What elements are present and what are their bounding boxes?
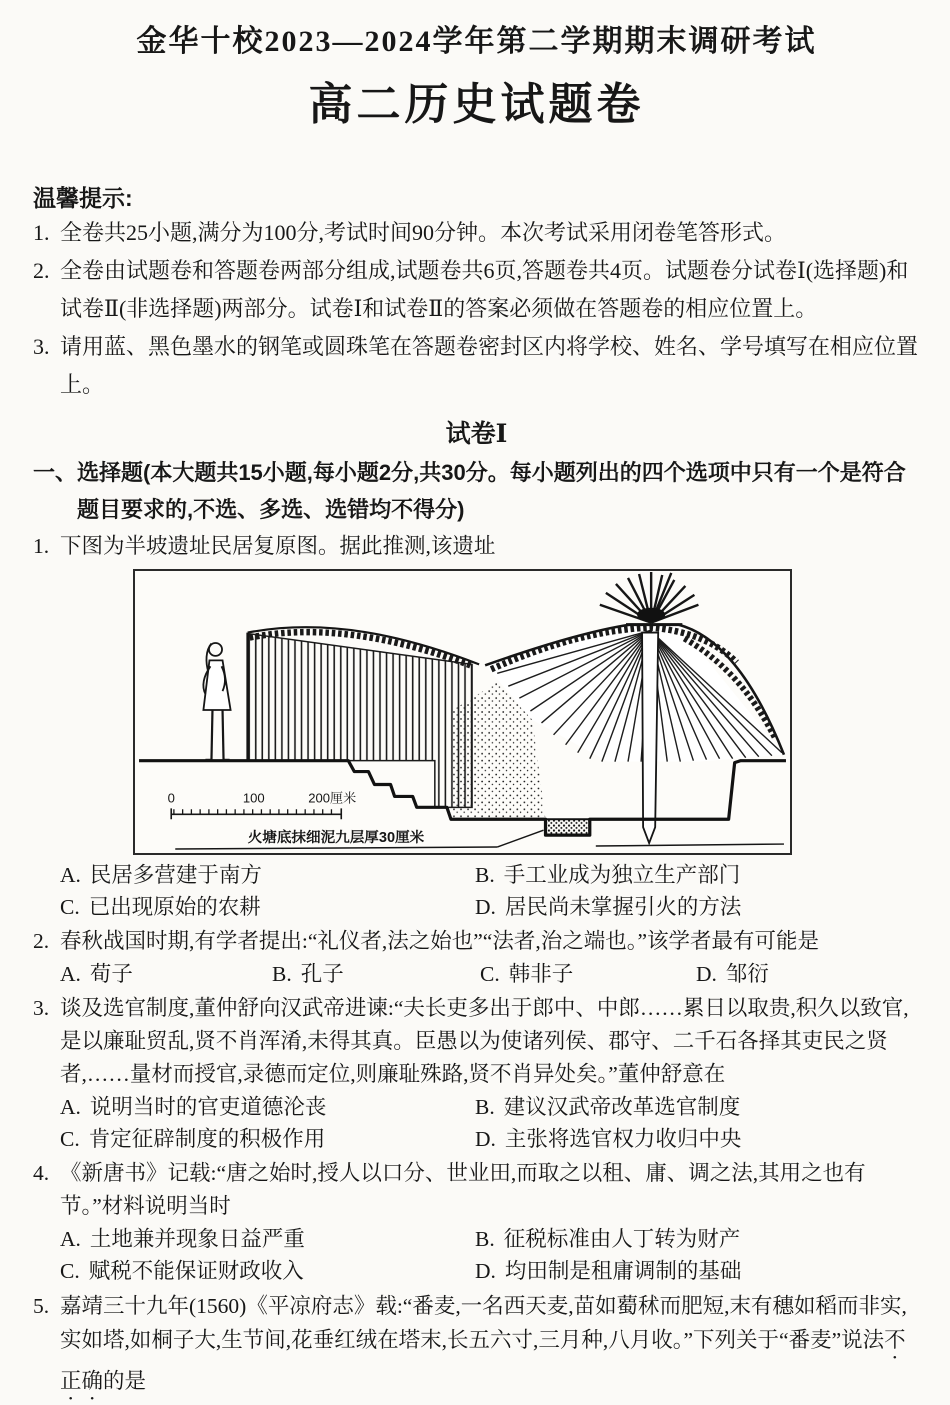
question-3-options-row-1 [33, 1091, 920, 1123]
question-1-number: 1. [33, 534, 50, 558]
question-5-text: 嘉靖三十九年(1560)《平凉府志》载:“番麦,一名西天麦,苗如薥秫而肥短,末有穗如稻而非实,实如塔,如桐子大,生节间,花垂红绒在塔末,长五六寸,三月种,八月收。”下列关于“番麦”说法 [60, 1294, 907, 1352]
question-1-option-a: A. 民居多营建于南方 [60, 863, 262, 887]
question-1-options-row-1 [33, 859, 920, 891]
banpo-dwelling-figure [133, 569, 792, 855]
notice-item-3-text: 请用蓝、黑色墨水的钢笔或圆珠笔在答题卷密封区内将学校、姓名、学号填写在相应位置上。 [60, 334, 919, 397]
question-3-number: 3. [33, 996, 50, 1020]
notice-item-2 [33, 252, 920, 328]
question-4-option-b: B. 征税标准由人丁转为财产 [475, 1227, 741, 1251]
question-5-emphasized-text: 不正确 [60, 1328, 906, 1393]
section-heading-text: 选择题(本大题共15小题,每小题2分,共30分。每小题列出的四个选项中只有一个是符合题目要求的,不选、多选、选错均不得分) [77, 460, 906, 522]
scale-tick-100: 100 [242, 790, 265, 806]
notice-item-1 [33, 214, 920, 252]
section-heading-number: 一、 [33, 460, 78, 485]
apex-stick-bundle [600, 572, 699, 623]
scale-tick-200cm: 200厘米 [308, 790, 357, 806]
question-4-text: 《新唐书》记载:“唐之始时,授人以口分、世业田,而取之以租、庸、调之法,其用之也有节。”材料说明当时 [60, 1161, 866, 1218]
notice-item-2-number: 2. [33, 258, 50, 283]
question-3-option-b: B. 建议汉武帝改革选官制度 [475, 1095, 741, 1119]
question-4-options-row-1 [33, 1223, 920, 1255]
question-2-text: 春秋战国时期,有学者提出:“礼仪者,法之始也”“法者,治之端也。”该学者最有可能是 [60, 929, 820, 953]
question-2-number: 2. [33, 929, 50, 953]
question-1-text: 下图为半坡遗址民居复原图。据此推测,该遗址 [60, 534, 496, 558]
notice-heading: 温馨提示: [33, 185, 133, 211]
person-figure [203, 643, 230, 760]
notice-item-3 [33, 328, 920, 404]
notice-item-2-text: 全卷由试题卷和答题卷两部分组成,试题卷共6页,答题卷共4页。试题卷分试卷Ⅰ(选择题)和试卷Ⅱ(非选择题)两部分。试卷Ⅰ和试卷Ⅱ的答案必须做在答题卷的相应位置上。 [60, 258, 909, 321]
question-2-option-b: B. 孔子 [272, 962, 344, 986]
question-3-options-row-2 [33, 1123, 920, 1155]
scale-bar [168, 790, 357, 819]
question-3-stem [33, 992, 920, 1091]
question-2-options-row [33, 958, 920, 990]
question-4-stem [33, 1157, 920, 1223]
question-3-text: 谈及选官制度,董仲舒向汉武帝进谏:“夫长吏多出于郎中、中郎……累日以取贵,积久以致官,是以廉耻贸乱,贤不肖浑淆,未得其真。臣愚以为使诸列侯、郡守、二千石各择其吏民之贤者,……量材而授官,录德而定位,则廉耻殊路,贤不肖异处矣。”董仲舒意在 [60, 996, 909, 1086]
question-2-stem [33, 925, 920, 958]
figure-caption: 火塘底抹细泥九层厚30厘米 [247, 830, 425, 847]
question-1-stem [33, 530, 920, 563]
exam-title: 金华十校2023—2024学年第二学期期末调研考试 [136, 25, 817, 58]
question-1-option-b: B. 手工业成为独立生产部门 [475, 863, 741, 887]
question-2-option-c: C. 韩非子 [480, 962, 574, 986]
hearth [546, 819, 590, 835]
paper1-header: 试卷Ⅰ [445, 421, 508, 448]
question-4-option-d: D. 均田制是租庸调制的基础 [475, 1259, 742, 1283]
question-1-options-row-2 [33, 891, 920, 923]
question-3-option-d: D. 主张将选官权力收归中央 [475, 1127, 742, 1151]
section-heading [33, 454, 920, 528]
banpo-dwelling-drawing [135, 571, 790, 853]
notice-item-3-number: 3. [33, 334, 50, 359]
question-1-option-c: C. 已出现原始的农耕 [60, 895, 261, 919]
paper-title: 高二历史试题卷 [308, 80, 645, 129]
scale-tick-0: 0 [167, 790, 175, 806]
notice-item-1-text: 全卷共25小题,满分为100分,考试时间90分钟。本次考试采用闭卷笔答形式。 [60, 220, 787, 245]
question-4-option-a: A. 土地兼并现象日益严重 [60, 1227, 305, 1251]
question-2-option-d: D. 邹衍 [696, 962, 769, 986]
question-5-text-tail: 的是 [103, 1369, 147, 1393]
question-3-option-a: A. 说明当时的官吏道德沦丧 [60, 1095, 327, 1119]
question-3-option-c: C. 肯定征辟制度的积极作用 [60, 1127, 326, 1151]
figure-caption-group [175, 828, 784, 849]
question-4-options-row-2 [33, 1255, 920, 1287]
caption-leader-line [497, 830, 543, 847]
question-4-option-c: C. 赋税不能保证财政收入 [60, 1259, 304, 1283]
question-5-number: 5. [33, 1294, 50, 1318]
notice-item-1-number: 1. [33, 220, 50, 245]
stick-wall-group [248, 627, 479, 807]
question-4-number: 4. [33, 1161, 50, 1185]
question-5-stem [33, 1289, 920, 1405]
question-2-option-a: A. 荀子 [60, 962, 133, 986]
central-post [642, 633, 658, 844]
question-1-option-d: D. 居民尚未掌握引火的方法 [475, 895, 742, 919]
